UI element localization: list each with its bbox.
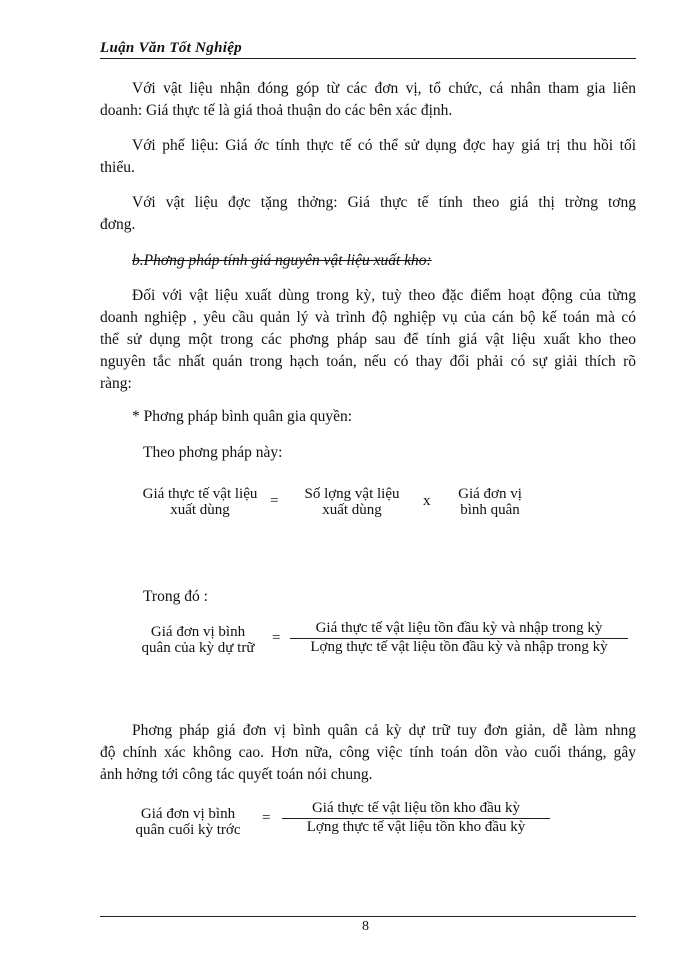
- running-header: Luận Văn Tốt Nghiệp: [100, 40, 242, 56]
- formula-text: bình quân: [460, 502, 520, 518]
- formula2-numerator: Giá thực tế vật liệu tồn đầu kỳ và nhập trong kỳ: [315, 620, 603, 636]
- paragraph-issued-materials: [100, 285, 636, 395]
- paragraph-method-evaluation: [100, 720, 636, 786]
- formula-text: xuất dùng: [322, 502, 382, 518]
- page-number: 8: [362, 919, 369, 934]
- text-line: Với phế liệu: Giá ớc tính thực tế có thể sử dụng đợc hay giá trị thu hồi tối: [132, 137, 636, 154]
- formula-text: quân cuối kỳ trớc: [135, 822, 241, 838]
- formula1-times: x: [423, 493, 431, 509]
- formula-text: Giá đơn vị bình: [150, 624, 246, 640]
- text-line: Với vật liệu nhận đóng góp từ các đơn vị, tổ chức, cá nhân tham gia liên: [132, 80, 636, 97]
- paragraph-donated-materials: [100, 192, 636, 236]
- method-title: * Phơng pháp bình quân gia quyền:: [132, 408, 353, 425]
- formula-text: Giá đơn vị bình: [140, 806, 236, 822]
- text-line: độ chính xác không cao. Hơn nữa, công việc tính toán dồn vào cuối tháng, gây: [100, 744, 636, 761]
- text-line: Phơng pháp giá đơn vị bình quân cả kỳ dự trữ tuy đơn giản, dễ làm nhng: [132, 722, 636, 739]
- formula-text: Giá thực tế vật liệu: [142, 486, 258, 502]
- text-line: doanh: Giá thực tế là giá thoả thuận do các bên xác định.: [100, 102, 453, 119]
- text-line: nguyên tắc nhất quán trong hạch toán, nếu có thay đổi phải có sự giải thích rõ: [100, 353, 636, 370]
- formula1-lhs: [130, 486, 270, 518]
- formula3-lhs: [118, 806, 258, 838]
- formula3-numerator: Giá thực tế vật liệu tồn kho đầu kỳ: [311, 800, 521, 816]
- where-label: Trong đó :: [143, 588, 208, 605]
- paragraph-contributed-materials: [100, 78, 636, 122]
- text-line: thể sử dụng một trong các phơng pháp sau để tính giá vật liệu xuất kho theo: [100, 331, 636, 348]
- footer-rule: [100, 916, 636, 917]
- paragraph-scrap: [100, 135, 636, 179]
- header-rule: [100, 58, 636, 59]
- formula3-denominator: Lợng thực tế vật liệu tồn kho đầu kỳ: [306, 819, 526, 835]
- text-line: đơng.: [100, 216, 136, 233]
- method-intro: Theo phơng pháp này:: [143, 444, 283, 461]
- text-line: thiểu.: [100, 159, 135, 176]
- formula2-equals: =: [272, 630, 281, 646]
- formula2-lhs: [128, 624, 268, 656]
- text-line: ràng:: [100, 375, 132, 392]
- formula-text: Số lợng vật liệu: [304, 486, 400, 502]
- formula-text: quân của kỳ dự trữ: [141, 640, 255, 656]
- text-line: ảnh hởng tới công tác quyết toán nói chung.: [100, 766, 373, 783]
- formula2-denominator: Lợng thực tế vật liệu tồn đầu kỳ và nhập trong kỳ: [310, 639, 608, 655]
- formula-text: Giá đơn vị: [458, 486, 522, 502]
- formula-text: xuất dùng: [170, 502, 230, 518]
- formula3-equals: =: [262, 810, 271, 826]
- formula1-mid: [292, 486, 412, 518]
- section-heading: b.Phơng pháp tính giá nguyên vật liệu xuất kho:: [132, 252, 432, 269]
- text-line: Đối với vật liệu xuất dùng trong kỳ, tuỳ theo đặc điểm hoạt động của từng: [132, 287, 636, 304]
- text-line: doanh nghiệp , yêu cầu quản lý và trình độ nghiệp vụ của cán bộ kế toán mà có: [100, 309, 636, 326]
- text-line: Với vật liệu đợc tặng thởng: Giá thực tế tính theo giá thị trờng tơng: [132, 194, 636, 211]
- formula1-rhs: [446, 486, 534, 518]
- formula1-equals: =: [270, 493, 279, 509]
